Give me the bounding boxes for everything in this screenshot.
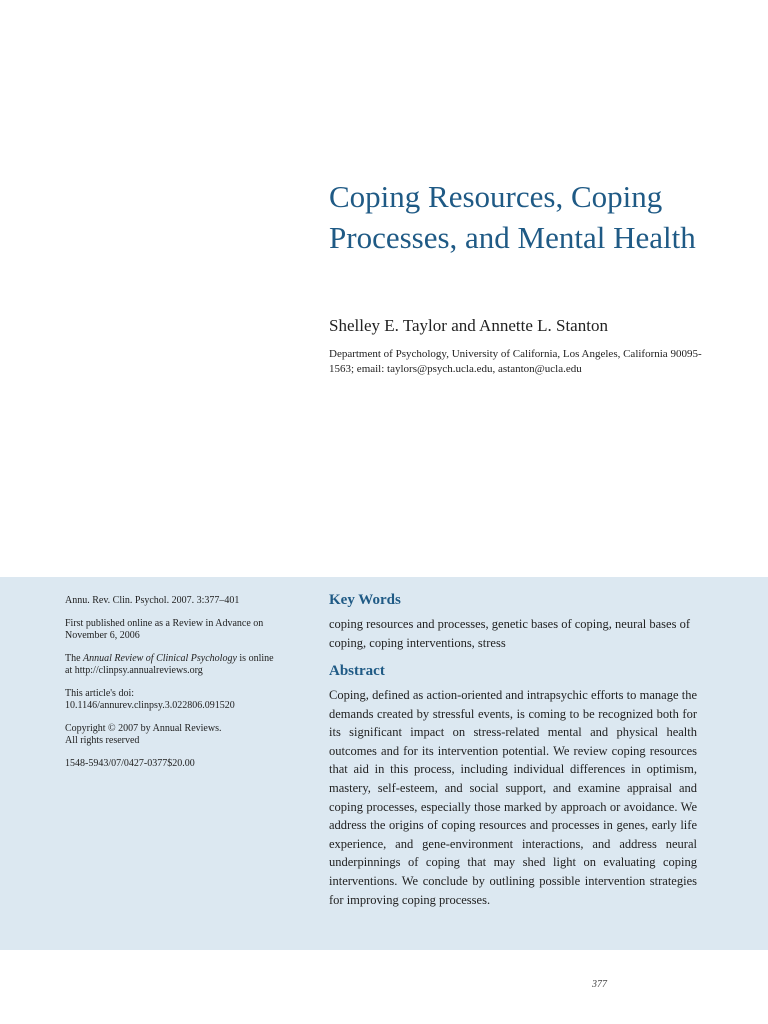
issn: 1548-5943/07/0427-0377$20.00 [65,758,195,769]
journal-suffix: is online at http://clinpsy.annualreviews.org [65,653,274,676]
abstract-heading: Abstract [329,663,385,679]
citation: Annu. Rev. Clin. Psychol. 2007. 3:377–401 [65,595,240,606]
journal-name: Annual Review of Clinical Psychology [83,653,237,664]
article-authors: Shelley E. Taylor and Annette L. Stanton [329,316,608,335]
rights: All rights reserved [65,735,140,746]
doi-value: 10.1146/annurev.clinpsy.3.022806.091520 [65,700,235,711]
keywords-text: coping resources and processes, genetic bases of coping, neural bases of coping, coping interventions, stress [329,617,690,650]
journal-prefix: The [65,653,84,664]
journal-note [65,653,275,677]
abstract-text: Coping, defined as action-oriented and intrapsychic efforts to manage the demands created by stressful events, is coming to be recognized both for its significant impact on stress-related mental and physical health outcomes and for its intervention potential. We review coping resources that aid in this process, including individual differences in optimism, mastery, self-esteem, and social support, and examine appraisal and coping processes, especially those marked by approach or avoidance. We address the origins of coping resources and processes in genes, early life experience, and gene-environment interactions, and address neural underpinnings of coping that may shed light on evaluating coping interventions. We conclude by outlining possible intervention strategies for improving coping processes. [329,688,697,907]
copyright-block [65,723,275,747]
keywords-heading: Key Words [329,592,401,608]
doi-block [65,688,275,712]
author-affiliation: Department of Psychology, University of California, Los Angeles, California 90095-1563; email: taylors@psych.ucla.edu, astanton@ucla.edu [329,348,702,375]
article-title: Coping Resources, Coping Processes, and Mental Health [329,179,696,255]
publication-sidebar [65,595,275,781]
page-number: 377 [592,979,607,990]
copyright: Copyright © 2007 by Annual Reviews. [65,723,222,734]
abstract-column [329,592,697,909]
first-published: First published online as a Review in Advance on November 6, 2006 [65,618,264,641]
doi-label: This article's doi: [65,688,135,699]
